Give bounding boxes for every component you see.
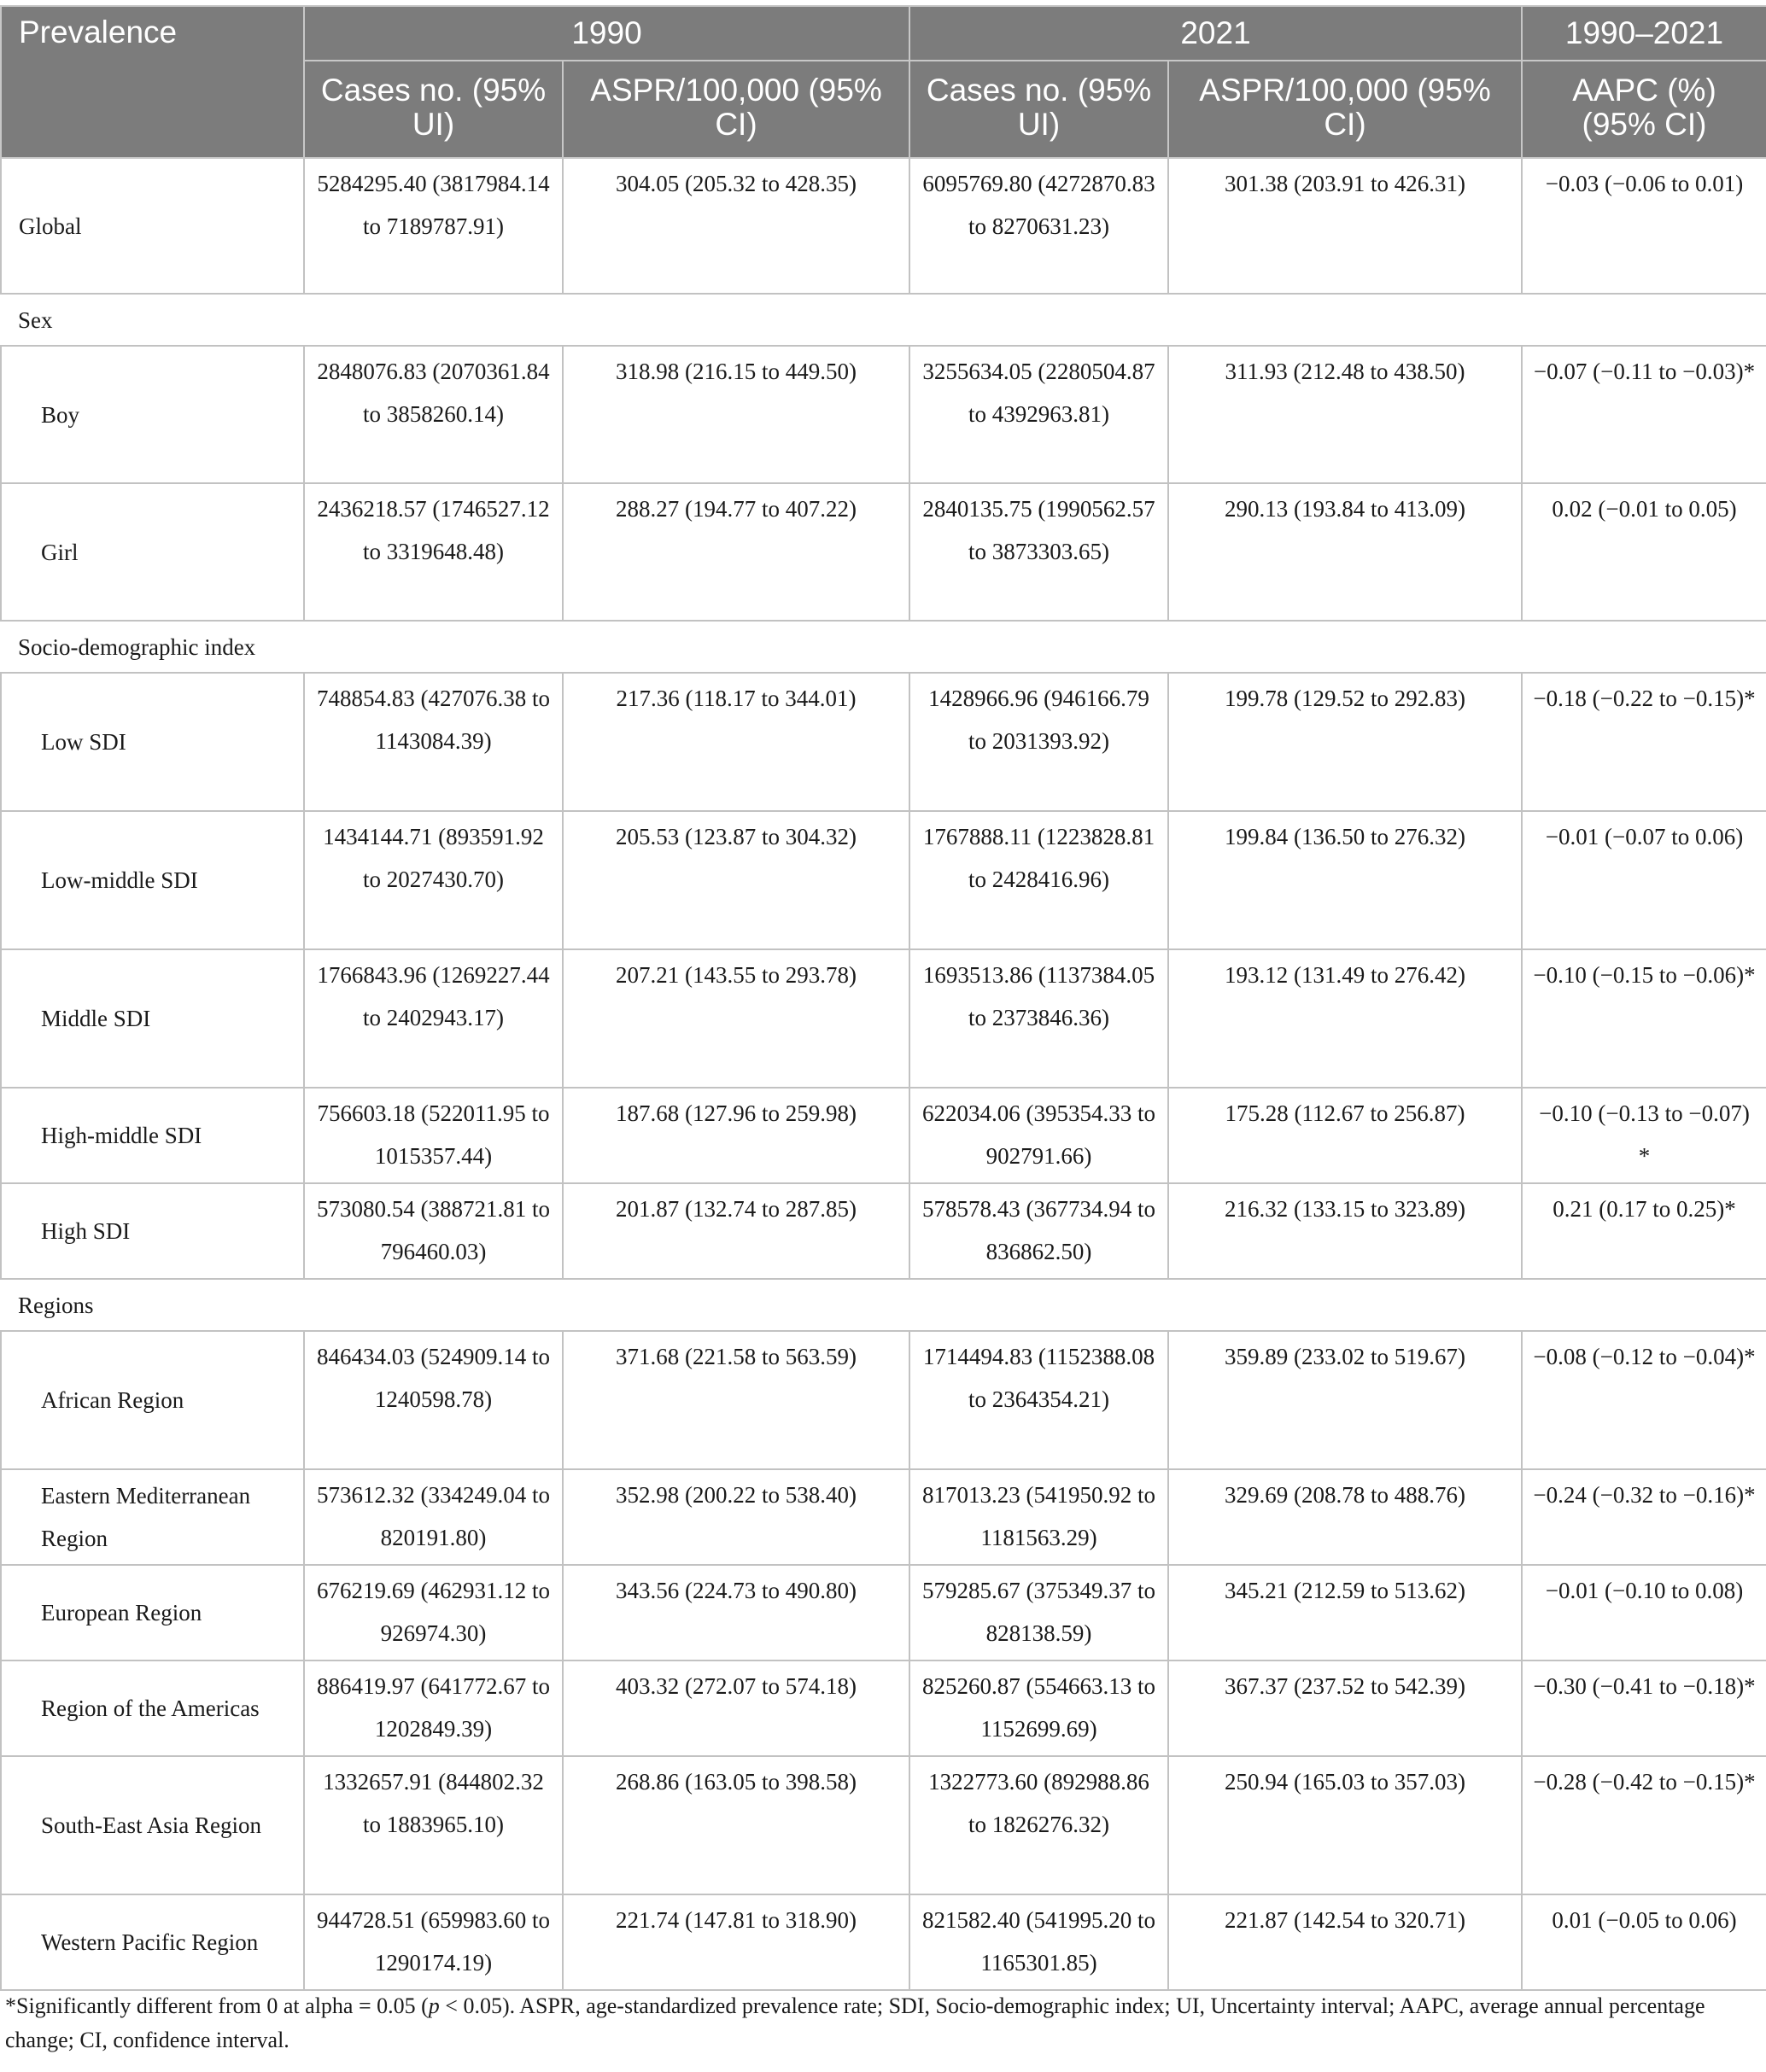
aspr-1990-cell: 217.36 (118.17 to 344.01) (563, 673, 909, 811)
aspr-1990-cell: 205.53 (123.87 to 304.32) (563, 811, 909, 949)
aapc-cell: 0.21 (0.17 to 0.25)* (1522, 1183, 1766, 1279)
header-aspr-1990: ASPR/100,000 (95% CI) (563, 61, 909, 158)
aspr-2021-cell: 199.84 (136.50 to 276.32) (1168, 811, 1522, 949)
aapc-cell: −0.10 (−0.15 to −0.06)* (1522, 949, 1766, 1088)
aapc-cell: −0.18 (−0.22 to −0.15)* (1522, 673, 1766, 811)
table-row (1, 1565, 1766, 1661)
cases-1990-cell: 944728.51 (659983.60 to 1290174.19) (304, 1894, 563, 1990)
aspr-2021-cell: 250.94 (165.03 to 357.03) (1168, 1756, 1522, 1894)
aapc-cell: −0.30 (−0.41 to −0.18)* (1522, 1661, 1766, 1756)
cases-2021-cell: 579285.67 (375349.37 to 828138.59) (909, 1565, 1168, 1661)
cases-1990-cell: 2848076.83 (2070361.84 to 3858260.14) (304, 346, 563, 483)
aspr-2021-cell: 301.38 (203.91 to 426.31) (1168, 158, 1522, 294)
cases-2021-cell: 2840135.75 (1990562.57 to 3873303.65) (909, 483, 1168, 621)
aspr-1990-cell: 207.21 (143.55 to 293.78) (563, 949, 909, 1088)
cases-2021-cell: 1428966.96 (946166.79 to 2031393.92) (909, 673, 1168, 811)
aapc-cell: −0.28 (−0.42 to −0.15)* (1522, 1756, 1766, 1894)
cases-1990-cell: 846434.03 (524909.14 to 1240598.78) (304, 1331, 563, 1469)
table-row (1, 673, 1766, 811)
row-label: Eastern Mediterranean Region (1, 1469, 304, 1565)
aspr-2021-cell: 221.87 (142.54 to 320.71) (1168, 1894, 1522, 1990)
aspr-2021-cell: 290.13 (193.84 to 413.09) (1168, 483, 1522, 621)
cases-1990-cell: 886419.97 (641772.67 to 1202849.39) (304, 1661, 563, 1756)
aspr-2021-cell: 199.78 (129.52 to 292.83) (1168, 673, 1522, 811)
table-row (1, 158, 1766, 294)
aspr-1990-cell: 304.05 (205.32 to 428.35) (563, 158, 909, 294)
table-row (1, 1469, 1766, 1565)
cases-2021-cell: 825260.87 (554663.13 to 1152699.69) (909, 1661, 1168, 1756)
aapc-cell: −0.08 (−0.12 to −0.04)* (1522, 1331, 1766, 1469)
aspr-2021-cell: 359.89 (233.02 to 519.67) (1168, 1331, 1522, 1469)
cases-1990-cell: 1434144.71 (893591.92 to 2027430.70) (304, 811, 563, 949)
cases-2021-cell: 1693513.86 (1137384.05 to 2373846.36) (909, 949, 1168, 1088)
row-label: Region of the Americas (1, 1661, 304, 1756)
aspr-1990-cell: 268.86 (163.05 to 398.58) (563, 1756, 909, 1894)
row-label: High-middle SDI (1, 1088, 304, 1183)
aapc-cell: −0.03 (−0.06 to 0.01) (1522, 158, 1766, 294)
header-aapc: AAPC (%) (95% CI) (1522, 61, 1766, 158)
table-group-row (1, 1279, 1766, 1331)
row-label: Global (1, 158, 304, 294)
table-row (1, 483, 1766, 621)
aspr-1990-cell: 318.98 (216.15 to 449.50) (563, 346, 909, 483)
aspr-2021-cell: 329.69 (208.78 to 488.76) (1168, 1469, 1522, 1565)
cases-1990-cell: 573080.54 (388721.81 to 796460.03) (304, 1183, 563, 1279)
table-body (1, 158, 1766, 1990)
aspr-2021-cell: 311.93 (212.48 to 438.50) (1168, 346, 1522, 483)
cases-2021-cell: 1714494.83 (1152388.08 to 2364354.21) (909, 1331, 1168, 1469)
cases-1990-cell: 748854.83 (427076.38 to 1143084.39) (304, 673, 563, 811)
aspr-2021-cell: 216.32 (133.15 to 323.89) (1168, 1183, 1522, 1279)
aspr-1990-cell: 187.68 (127.96 to 259.98) (563, 1088, 909, 1183)
table-row (1, 949, 1766, 1088)
cases-2021-cell: 6095769.80 (4272870.83 to 8270631.23) (909, 158, 1168, 294)
header-group-1990: 1990 (304, 6, 909, 61)
group-label: Socio-demographic index (1, 621, 1766, 673)
aspr-1990-cell: 371.68 (221.58 to 563.59) (563, 1331, 909, 1469)
header-aspr-2021: ASPR/100,000 (95% CI) (1168, 61, 1522, 158)
row-label: Low-middle SDI (1, 811, 304, 949)
aspr-2021-cell: 367.37 (237.52 to 542.39) (1168, 1661, 1522, 1756)
header-corner: Prevalence (1, 6, 304, 158)
footnote (5, 1989, 1756, 2057)
row-label: High SDI (1, 1183, 304, 1279)
footnote-text-1: *Significantly different from 0 at alpha = 0.05 ( (5, 1993, 429, 2018)
table-row (1, 346, 1766, 483)
cases-1990-cell: 5284295.40 (3817984.14 to 7189787.91) (304, 158, 563, 294)
cases-1990-cell: 756603.18 (522011.95 to 1015357.44) (304, 1088, 563, 1183)
table-row (1, 1894, 1766, 1990)
aapc-cell: −0.01 (−0.10 to 0.08) (1522, 1565, 1766, 1661)
aspr-1990-cell: 201.87 (132.74 to 287.85) (563, 1183, 909, 1279)
cases-2021-cell: 1767888.11 (1223828.81 to 2428416.96) (909, 811, 1168, 949)
aapc-cell: −0.07 (−0.11 to −0.03)* (1522, 346, 1766, 483)
table-row (1, 1756, 1766, 1894)
table-row (1, 1661, 1766, 1756)
aapc-cell: −0.01 (−0.07 to 0.06) (1522, 811, 1766, 949)
aspr-1990-cell: 403.32 (272.07 to 574.18) (563, 1661, 909, 1756)
prevalence-table (0, 5, 1766, 1991)
cases-1990-cell: 1332657.91 (844802.32 to 1883965.10) (304, 1756, 563, 1894)
row-label: South-East Asia Region (1, 1756, 304, 1894)
cases-2021-cell: 622034.06 (395354.33 to 902791.66) (909, 1088, 1168, 1183)
cases-1990-cell: 573612.32 (334249.04 to 820191.80) (304, 1469, 563, 1565)
aspr-2021-cell: 345.21 (212.59 to 513.62) (1168, 1565, 1522, 1661)
aspr-2021-cell: 175.28 (112.67 to 256.87) (1168, 1088, 1522, 1183)
row-label: European Region (1, 1565, 304, 1661)
aapc-cell: −0.24 (−0.32 to −0.16)* (1522, 1469, 1766, 1565)
header-group-2021: 2021 (909, 6, 1522, 61)
aapc-cell: 0.02 (−0.01 to 0.05) (1522, 483, 1766, 621)
aapc-cell: 0.01 (−0.05 to 0.06) (1522, 1894, 1766, 1990)
table-group-row (1, 621, 1766, 673)
table-header (1, 6, 1766, 158)
header-cases-2021: Cases no. (95% UI) (909, 61, 1168, 158)
aspr-1990-cell: 221.74 (147.81 to 318.90) (563, 1894, 909, 1990)
cases-2021-cell: 3255634.05 (2280504.87 to 4392963.81) (909, 346, 1168, 483)
cases-1990-cell: 2436218.57 (1746527.12 to 3319648.48) (304, 483, 563, 621)
aapc-cell: −0.10 (−0.13 to −0.07) * (1522, 1088, 1766, 1183)
row-label: African Region (1, 1331, 304, 1469)
table-row (1, 1183, 1766, 1279)
aspr-2021-cell: 193.12 (131.49 to 276.42) (1168, 949, 1522, 1088)
cases-2021-cell: 1322773.60 (892988.86 to 1826276.32) (909, 1756, 1168, 1894)
group-label: Sex (1, 294, 1766, 346)
group-label: Regions (1, 1279, 1766, 1331)
row-label: Girl (1, 483, 304, 621)
header-cases-1990: Cases no. (95% UI) (304, 61, 563, 158)
header-group-change: 1990–2021 (1522, 6, 1766, 61)
row-label: Low SDI (1, 673, 304, 811)
cases-2021-cell: 578578.43 (367734.94 to 836862.50) (909, 1183, 1168, 1279)
cases-1990-cell: 676219.69 (462931.12 to 926974.30) (304, 1565, 563, 1661)
footnote-p-symbol: p (428, 1993, 440, 2018)
row-label: Middle SDI (1, 949, 304, 1088)
cases-1990-cell: 1766843.96 (1269227.44 to 2402943.17) (304, 949, 563, 1088)
table-row (1, 1088, 1766, 1183)
footnote-text-2: < 0.05). ASPR, age-standardized prevalence rate; SDI, Socio-demographic index; UI, Uncertainty interval; AAPC, average annual percentage change; CI, confidence interval. (5, 1993, 1705, 2052)
cases-2021-cell: 821582.40 (541995.20 to 1165301.85) (909, 1894, 1168, 1990)
aspr-1990-cell: 288.27 (194.77 to 407.22) (563, 483, 909, 621)
table-row (1, 811, 1766, 949)
aspr-1990-cell: 352.98 (200.22 to 538.40) (563, 1469, 909, 1565)
table-row (1, 1331, 1766, 1469)
row-label: Western Pacific Region (1, 1894, 304, 1990)
table-group-row (1, 294, 1766, 346)
aspr-1990-cell: 343.56 (224.73 to 490.80) (563, 1565, 909, 1661)
cases-2021-cell: 817013.23 (541950.92 to 1181563.29) (909, 1469, 1168, 1565)
row-label: Boy (1, 346, 304, 483)
